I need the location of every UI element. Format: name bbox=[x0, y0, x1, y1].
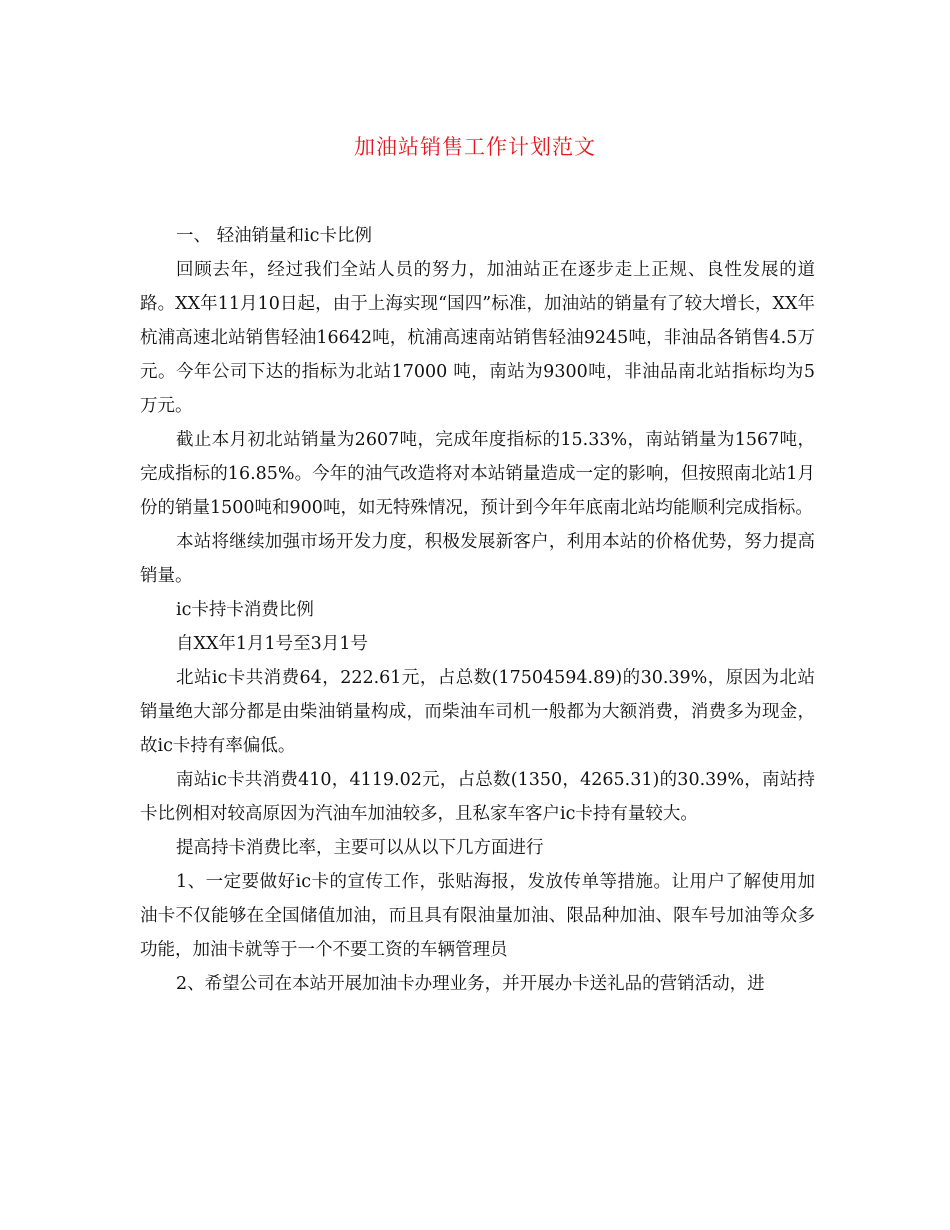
subheading-ic-card: ic卡持卡消费比例 bbox=[176, 600, 314, 620]
paragraph-south-station: 南站ic卡共消费410，4119.02元，占总数(1350，4265.31)的30.39%，南站持卡比例相对较高原因为汽油车加油较多，且私家车客户ic卡持有量较大。 bbox=[140, 770, 815, 824]
paragraph-improve-intro: 提高持卡消费比率，主要可以从以下几方面进行 bbox=[176, 838, 544, 858]
paragraph-market: 本站将继续加强市场开发力度，积极发展新客户，利用本站的价格优势，努力提高销量。 bbox=[140, 532, 815, 586]
paragraph-progress: 截止本月初北站销量为2607吨，完成年度指标的15.33%，南站销量为1567吨，完成指标的16.85%。今年的油气改造将对本站销量造成一定的影响，但按照南北站1月份的销量1500吨和900吨，如无特殊情况，预计到今年年底南北站均能顺利完成指标。 bbox=[140, 430, 815, 518]
paragraph-north-station: 北站ic卡共消费64，222.61元，占总数(17504594.89)的30.39%，原因为北站销量绝大部分都是由柴油销量构成，而柴油车司机一般都为大额消费，消费多为现金，故ic卡持有率偏低。 bbox=[140, 668, 815, 756]
paragraph-item-2: 2、希望公司在本站开展加油卡办理业务，并开展办卡送礼品的营销活动，进 bbox=[176, 974, 765, 994]
section-heading-1: 一、 轻油销量和ic卡比例 bbox=[176, 226, 372, 246]
document-body bbox=[140, 219, 815, 1001]
paragraph-period: 自XX年1月1号至3月1号 bbox=[176, 634, 368, 654]
paragraph-item-1: 1、一定要做好ic卡的宣传工作，张贴海报，发放传单等措施。让用户了解使用加油卡不仅能够在全国储值加油，而且具有限油量加油、限品种加油、限车号加油等众多功能，加油卡就等于一个不要工资的车辆管理员 bbox=[140, 872, 815, 960]
document-title: 加油站销售工作计划范文 bbox=[354, 135, 596, 159]
paragraph-review: 回顾去年，经过我们全站人员的努力，加油站正在逐步走上正规、良性发展的道路。XX年11月10日起，由于上海实现“国四”标准，加油站的销量有了较大增长，XX年杭浦高速北站销售轻油16642吨，杭浦高速南站销售轻油9245吨，非油品各销售4.5万元。今年公司下达的指标为北站17000 吨，南站为9300吨，非油品南北站指标均为5万元。 bbox=[140, 260, 815, 416]
